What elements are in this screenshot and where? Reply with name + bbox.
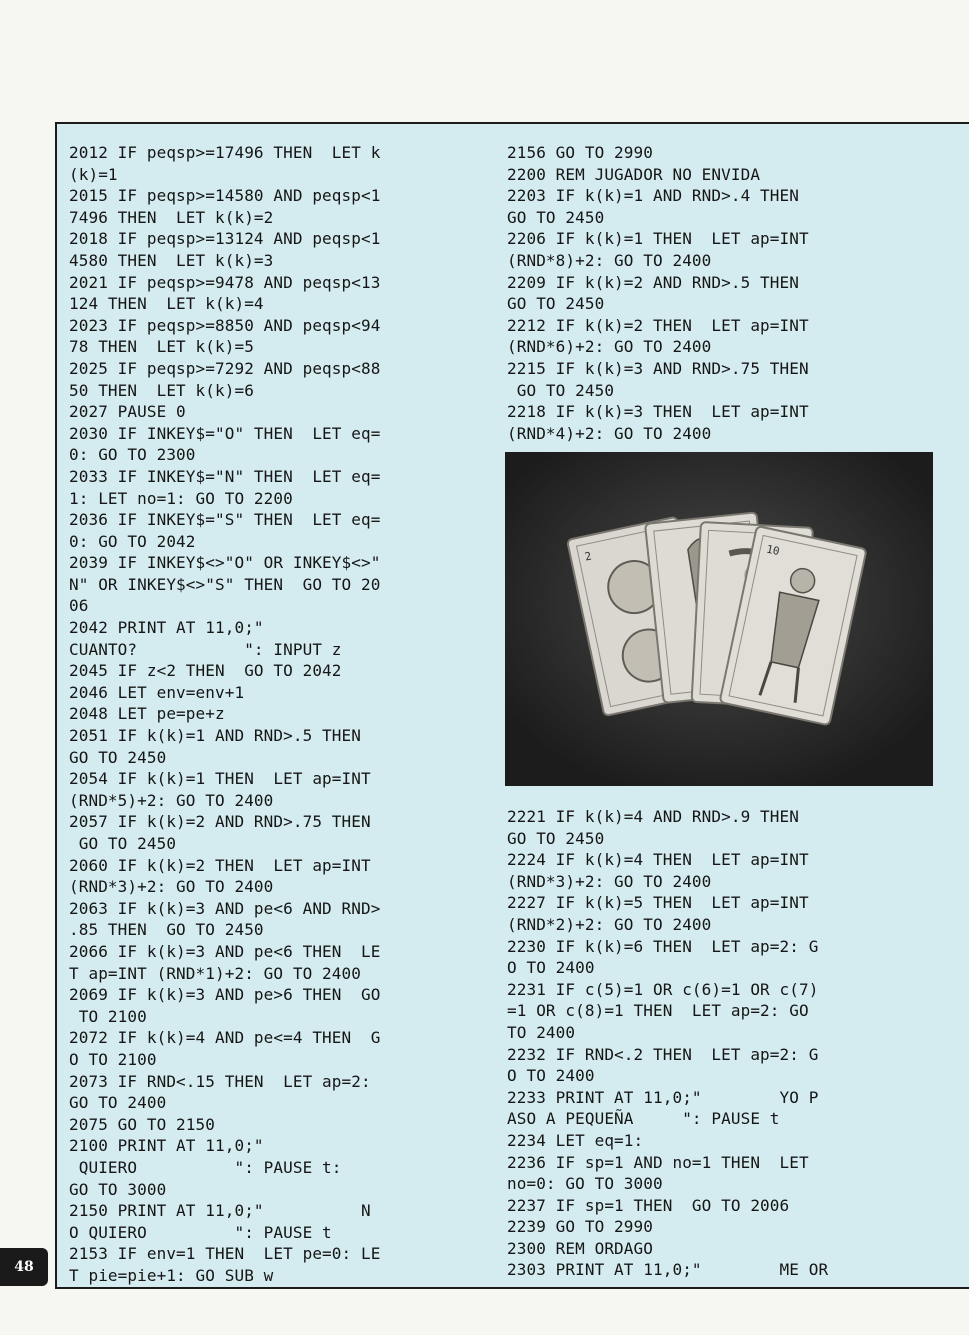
code-line: GO TO 2450 — [507, 294, 605, 314]
code-listing-right-bottom — [507, 806, 962, 1281]
code-line: GO TO 2450 — [507, 828, 605, 848]
code-line: 2072 IF k(k)=4 AND pe<=4 THEN G — [69, 1028, 381, 1048]
code-line: O QUIERO ": PAUSE t — [69, 1222, 332, 1242]
code-line: 2012 IF peqsp>=17496 THEN LET k — [69, 143, 381, 162]
code-line: GO TO 2450 — [69, 834, 177, 853]
code-line: 2300 REM ORDAGO — [507, 1238, 653, 1258]
code-line: 2203 IF k(k)=1 AND RND>.4 THEN — [507, 186, 799, 206]
code-line: 2150 PRINT AT 11,0;" N — [69, 1201, 371, 1221]
code-line: 2048 LET pe=pe+z — [69, 704, 225, 724]
code-line: 2218 IF k(k)=3 THEN LET ap=INT — [507, 402, 809, 422]
code-line: CUANTO? ": INPUT z — [69, 639, 342, 659]
code-line: 2057 IF k(k)=2 AND RND>.75 THEN — [69, 812, 371, 832]
code-line: 2200 REM JUGADOR NO ENVIDA — [507, 164, 761, 184]
code-line: O TO 2100 — [69, 1049, 157, 1069]
code-line: 2231 IF c(5)=1 OR c(6)=1 OR c(7) — [507, 979, 819, 999]
code-line: 2039 IF INKEY$<>"O" OR INKEY$<>" — [69, 553, 381, 573]
code-line: 2060 IF k(k)=2 THEN LET ap=INT — [69, 855, 371, 875]
code-line: =1 OR c(8)=1 THEN LET ap=2: GO — [507, 1001, 809, 1021]
code-line: (RND*3)+2: GO TO 2400 — [69, 877, 274, 897]
code-line: 2063 IF k(k)=3 AND pe<6 AND RND> — [69, 898, 381, 918]
code-line: 2066 IF k(k)=3 AND pe<6 THEN LE — [69, 941, 381, 961]
code-line: 2206 IF k(k)=1 THEN LET ap=INT — [507, 229, 809, 249]
code-line: 2054 IF k(k)=1 THEN LET ap=INT — [69, 769, 371, 789]
code-line: GO TO 2450 — [507, 380, 615, 400]
code-line: 2232 IF RND<.2 THEN LET ap=2: G — [507, 1044, 819, 1064]
code-line: 50 THEN LET k(k)=6 — [69, 380, 254, 400]
code-line: 06 — [69, 596, 89, 616]
code-line: 2234 LET eq=1: — [507, 1130, 644, 1150]
code-line: GO TO 3000 — [69, 1179, 167, 1199]
code-line: GO TO 2450 — [507, 207, 605, 227]
code-line: 2209 IF k(k)=2 AND RND>.5 THEN — [507, 272, 799, 292]
code-line: 2227 IF k(k)=5 THEN LET ap=INT — [507, 893, 809, 913]
code-line: 2033 IF INKEY$="N" THEN LET eq= — [69, 466, 381, 486]
code-line: 2046 LET env=env+1 — [69, 682, 245, 702]
code-listing-left-column — [69, 142, 499, 1286]
code-line: 7496 THEN LET k(k)=2 — [69, 207, 274, 227]
code-line: 2230 IF k(k)=6 THEN LET ap=2: G — [507, 936, 819, 956]
code-line: 2036 IF INKEY$="S" THEN LET eq= — [69, 510, 381, 530]
code-line: (RND*5)+2: GO TO 2400 — [69, 790, 274, 810]
code-line: 2237 IF sp=1 THEN GO TO 2006 — [507, 1195, 790, 1215]
page-frame — [55, 122, 969, 1289]
code-line: QUIERO ": PAUSE t: — [69, 1157, 342, 1177]
code-line: 2215 IF k(k)=3 AND RND>.75 THEN — [507, 358, 809, 378]
code-line: 2030 IF INKEY$="O" THEN LET eq= — [69, 423, 381, 443]
code-line: O TO 2400 — [507, 958, 595, 978]
code-line: 2045 IF z<2 THEN GO TO 2042 — [69, 661, 342, 681]
playing-cards-photo — [505, 452, 933, 786]
code-line: 2156 GO TO 2990 — [507, 143, 653, 162]
code-line: TO 2400 — [507, 1022, 576, 1042]
code-line: 1: LET no=1: GO TO 2200 — [69, 488, 293, 508]
code-line: 2023 IF peqsp>=8850 AND peqsp<94 — [69, 315, 381, 335]
code-line: GO TO 2400 — [69, 1093, 167, 1113]
code-line: 2224 IF k(k)=4 THEN LET ap=INT — [507, 850, 809, 870]
code-line: (RND*3)+2: GO TO 2400 — [507, 871, 712, 891]
code-line: 2221 IF k(k)=4 AND RND>.9 THEN — [507, 807, 799, 826]
code-line: 2027 PAUSE 0 — [69, 402, 186, 422]
code-line: 2233 PRINT AT 11,0;" YO P — [507, 1087, 819, 1107]
code-line: (RND*6)+2: GO TO 2400 — [507, 337, 712, 357]
code-line: 2236 IF sp=1 AND no=1 THEN LET — [507, 1152, 809, 1172]
code-line: 2069 IF k(k)=3 AND pe>6 THEN GO — [69, 985, 381, 1005]
code-line: 2100 PRINT AT 11,0;" — [69, 1136, 264, 1156]
code-line: 78 THEN LET k(k)=5 — [69, 337, 254, 357]
code-line: 2018 IF peqsp>=13124 AND peqsp<1 — [69, 229, 381, 249]
code-line: .85 THEN GO TO 2450 — [69, 920, 264, 940]
code-line: (RND*2)+2: GO TO 2400 — [507, 914, 712, 934]
code-line: 2153 IF env=1 THEN LET pe=0: LE — [69, 1244, 381, 1264]
code-line: 2042 PRINT AT 11,0;" — [69, 618, 264, 638]
code-line: 0: GO TO 2300 — [69, 445, 196, 465]
code-line: T ap=INT (RND*1)+2: GO TO 2400 — [69, 963, 361, 983]
code-line: 4580 THEN LET k(k)=3 — [69, 250, 274, 270]
code-line: ASO A PEQUEÑA ": PAUSE t — [507, 1109, 780, 1129]
code-line: (k)=1 — [69, 164, 118, 184]
code-line: no=0: GO TO 3000 — [507, 1174, 663, 1194]
code-line: O TO 2400 — [507, 1066, 595, 1086]
code-line: 2073 IF RND<.15 THEN LET ap=2: — [69, 1071, 371, 1091]
card-rank-label: 10 — [765, 542, 781, 559]
code-line: 2303 PRINT AT 11,0;" ME OR — [507, 1260, 829, 1280]
code-line: T pie=pie+1: GO SUB w — [69, 1265, 274, 1285]
code-line: 2025 IF peqsp>=7292 AND peqsp<88 — [69, 358, 381, 378]
page-number: 48 — [0, 1248, 48, 1286]
code-line: 2239 GO TO 2990 — [507, 1217, 653, 1237]
code-listing-right-top — [507, 142, 962, 444]
code-line: GO TO 2450 — [69, 747, 167, 767]
code-line: 2075 GO TO 2150 — [69, 1114, 215, 1134]
code-line: 2021 IF peqsp>=9478 AND peqsp<13 — [69, 272, 381, 292]
code-line: 124 THEN LET k(k)=4 — [69, 294, 264, 314]
code-line: 2051 IF k(k)=1 AND RND>.5 THEN — [69, 726, 361, 746]
playing-cards-illustration — [505, 452, 933, 786]
code-line: 2015 IF peqsp>=14580 AND peqsp<1 — [69, 186, 381, 206]
code-line: TO 2100 — [69, 1006, 147, 1026]
code-line: (RND*8)+2: GO TO 2400 — [507, 250, 712, 270]
card-rank-label: 2 — [583, 549, 593, 564]
code-line: 2212 IF k(k)=2 THEN LET ap=INT — [507, 315, 809, 335]
code-line: (RND*4)+2: GO TO 2400 — [507, 423, 712, 443]
code-line: 0: GO TO 2042 — [69, 531, 196, 551]
code-line: N" OR INKEY$<>"S" THEN GO TO 20 — [69, 574, 381, 594]
